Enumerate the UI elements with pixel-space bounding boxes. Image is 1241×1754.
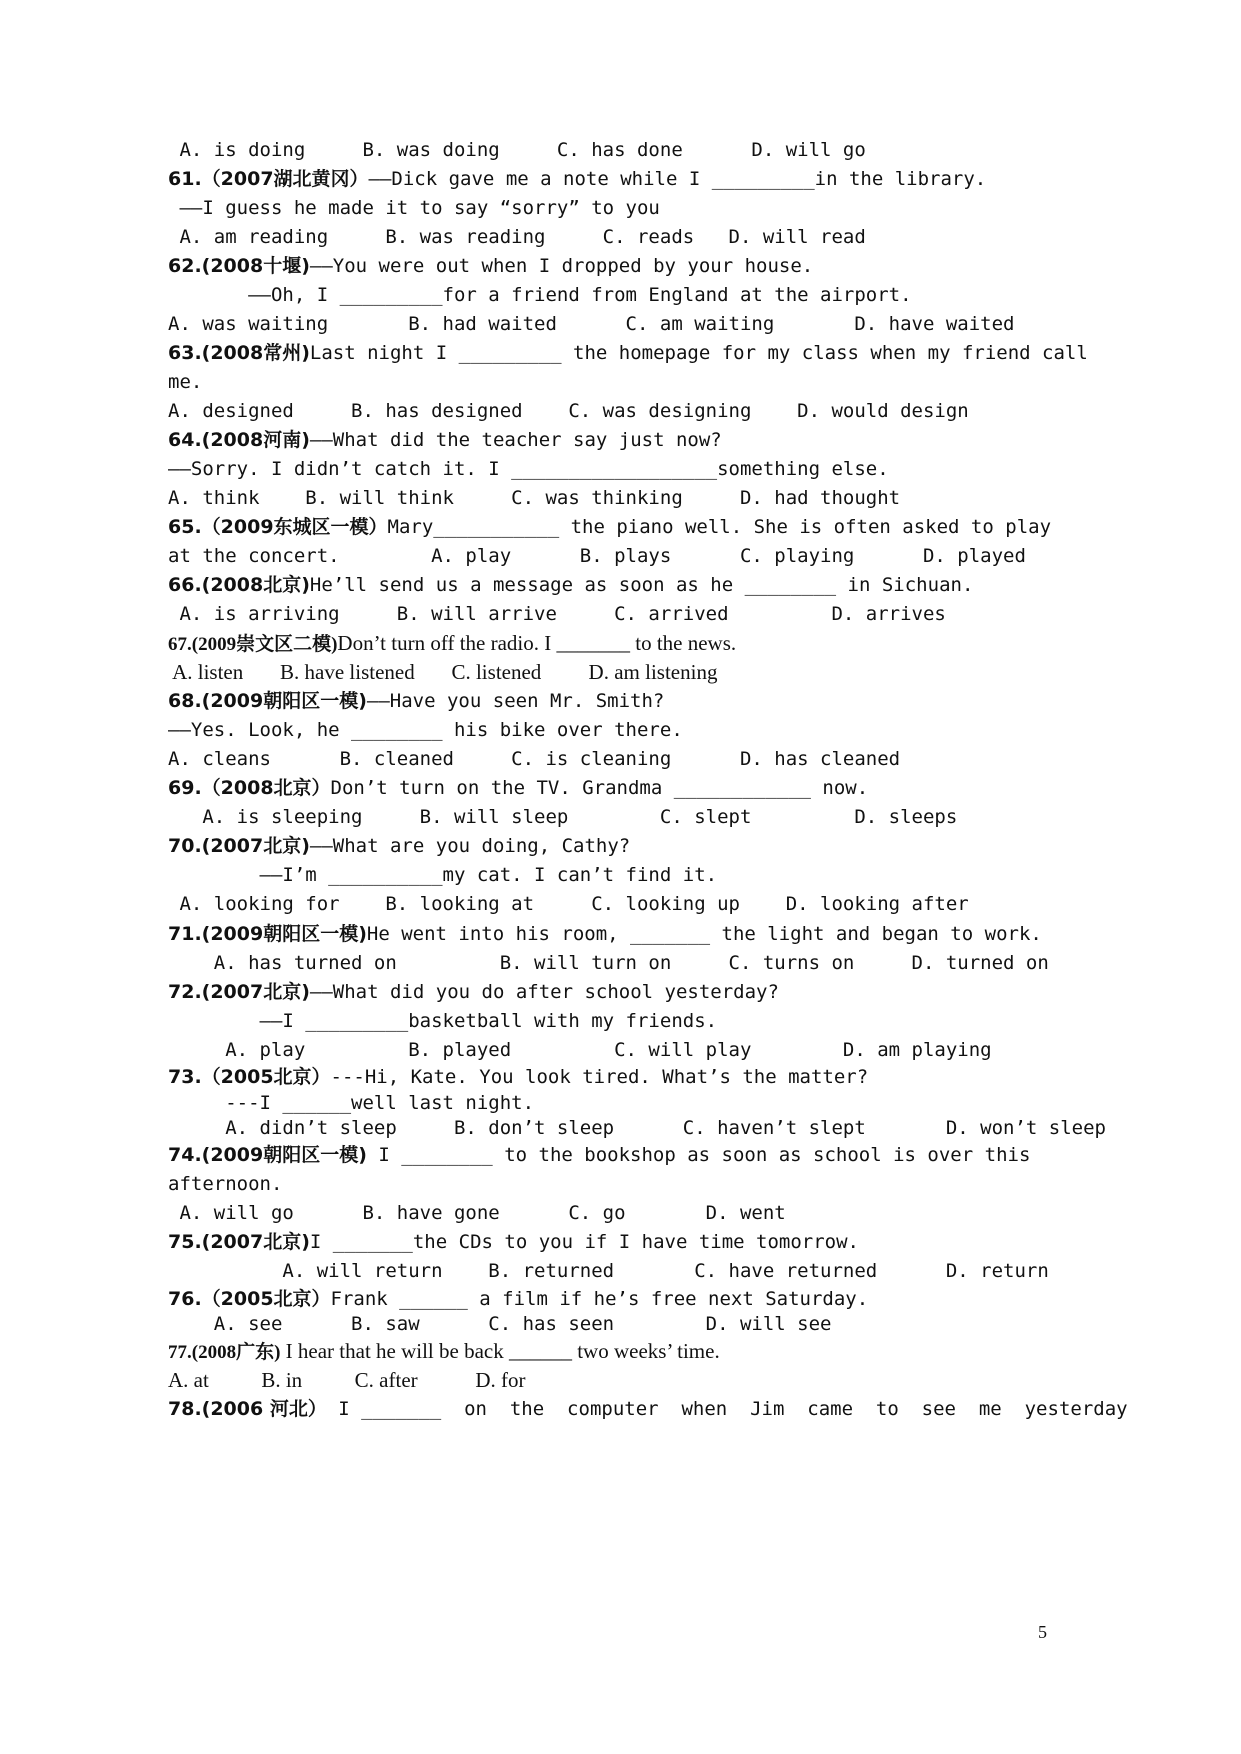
question-line [168,1339,720,1365]
text-line [168,747,900,771]
line-text: I _______the CDs to you if I have time tomorrow. [309,1231,859,1253]
text-line [168,892,969,916]
line-text: ——Sorry. I didn’t catch it. I __________________something else. [168,458,889,480]
question-number: 69.（2008北京） [168,777,331,799]
line-text: A. designed B. has designed C. was designing D. would design [168,400,969,422]
text-line [168,196,660,220]
question-number: 70.(2007北京) [168,835,310,857]
line-text: A. play B. played C. will play D. am playing [168,1039,992,1061]
question-line [168,980,779,1004]
question-line [168,689,664,713]
text-line [168,1116,1106,1140]
line-text: A. looking for B. looking at C. looking up D. looking after [168,893,969,915]
text-line [168,486,900,510]
line-text: I hear that he will be back ______ two weeks’ time. [280,1339,720,1363]
text-line [168,1368,526,1392]
line-text: ---Hi, Kate. You look tired. What’s the matter? [330,1066,869,1088]
question-number: 72.(2007北京) [168,981,310,1003]
text-line [168,283,912,307]
line-text: me. [168,371,203,393]
question-line [168,776,868,800]
line-text: A. listen B. have listened C. listened D. am listening [168,660,718,684]
line-text: A. will go B. have gone C. go D. went [168,1202,786,1224]
line-text: A. will return B. returned C. have returned D. return [168,1260,1049,1282]
line-text: He’ll send us a message as soon as he ________ in Sichuan. [309,574,974,596]
line-text: A. cleans B. cleaned C. is cleaning D. has cleaned [168,748,901,770]
page-number: 5 [1038,1622,1047,1642]
question-line [168,922,1042,946]
line-text: ——I’m __________my cat. I can’t find it. [168,864,718,886]
question-number: 66.(2008北京) [168,574,310,596]
question-line [168,1287,868,1311]
line-text: ——I _________basketball with my friends. [168,1010,718,1032]
line-text: Last night I _________ the homepage for my class when my friend call [309,342,1088,364]
line-text: A. see B. saw C. has seen D. will see [168,1313,832,1335]
question-line [168,1397,1128,1421]
text-line [168,1172,282,1196]
line-text: A. at B. in C. after D. for [168,1368,526,1392]
question-number: 71.(2009朝阳区一模) [168,923,367,945]
line-text: ——What are you doing, Cathy? [309,835,631,857]
text-line [168,138,866,162]
question-line [168,631,736,657]
line-text: A. was waiting B. had waited C. am waiting D. have waited [168,313,1015,335]
question-number: 64.(2008河南) [168,429,310,451]
text-line [168,370,202,394]
question-number: 78.(2006 河北） [168,1398,327,1420]
text-line [168,863,717,887]
question-line [168,167,986,191]
line-text: ——What did the teacher say just now? [309,429,722,451]
line-text: A. didn’t sleep B. don’t sleep C. haven’t slept D. won’t sleep [168,1117,1106,1139]
text-line [168,602,946,626]
question-number: 75.(2007北京) [168,1231,310,1253]
line-text: ——I guess he made it to say “sorry” to you [168,197,660,219]
question-line [168,834,630,858]
question-line [168,1065,868,1089]
line-text: ——Yes. Look, he ________ his bike over there. [168,719,683,741]
question-number: 73.（2005北京） [168,1066,331,1088]
question-number: 61.（2007湖北黄冈） [168,168,369,190]
question-number: 77.(2008广东) [168,1342,281,1363]
line-text: Don’t turn on the TV. Grandma ____________ now. [330,777,869,799]
line-text: ——Have you seen Mr. Smith? [366,690,665,712]
question-line [168,1230,859,1254]
text-line [168,805,957,829]
line-text: He went into his room, _______ the light and began to work. [366,923,1042,945]
line-text: Mary___________ the piano well. She is often asked to play [387,516,1052,538]
line-text: Don’t turn off the radio. I _______ to the news. [337,631,737,655]
line-text: afternoon. [168,1173,283,1195]
text-line [168,544,1026,568]
question-number: 62.(2008十堰) [168,255,310,277]
text-line [168,312,1014,336]
line-text: A. think B. will think C. was thinking D. had thought [168,487,901,509]
text-line [168,718,683,742]
question-line [168,341,1088,365]
question-line [168,1143,1030,1167]
text-line [168,1009,717,1033]
text-line [168,1038,992,1062]
question-number: 76.（2005北京） [168,1288,331,1310]
question-number: 68.(2009朝阳区一模) [168,690,367,712]
question-line [168,428,722,452]
question-line [168,254,813,278]
text-line [168,225,866,249]
question-line [168,573,973,597]
text-line [168,1312,831,1336]
text-line [168,1201,786,1225]
line-text: I _______ on the computer when Jim came to see me yesterday [326,1398,1128,1420]
line-text: A. is doing B. was doing C. has done D. will go [168,139,866,161]
line-text: Frank ______ a film if he’s free next Saturday. [330,1288,869,1310]
line-text: I ________ to the bookshop as soon as school is over this [366,1144,1031,1166]
question-number: 63.(2008常州) [168,342,310,364]
line-text: ---I ______well last night. [168,1092,535,1114]
line-text: at the concert. A. play B. plays C. playing D. played [168,545,1026,567]
line-text: A. is sleeping B. will sleep C. slept D. sleeps [168,806,958,828]
text-line [168,951,1049,975]
text-line [168,1259,1049,1283]
line-text: A. is arriving B. will arrive C. arrived D. arrives [168,603,946,625]
text-line [168,399,969,423]
text-line [168,457,889,481]
line-text: ——What did you do after school yesterday? [309,981,779,1003]
question-line [168,515,1051,539]
question-number: 67.(2009崇文区二模) [168,634,338,655]
line-text: ——You were out when I dropped by your house. [309,255,814,277]
line-text: ——Oh, I _________for a friend from England at the airport. [168,284,912,306]
text-line [168,660,717,684]
line-text: A. am reading B. was reading C. reads D. will read [168,226,866,248]
question-number: 65.（2009东城区一模） [168,516,388,538]
line-text: ——Dick gave me a note while I _________in the library. [368,168,987,190]
text-line [168,1091,534,1115]
question-number: 74.(2009朝阳区一模) [168,1144,367,1166]
line-text: A. has turned on B. will turn on C. turns on D. turned on [168,952,1049,974]
